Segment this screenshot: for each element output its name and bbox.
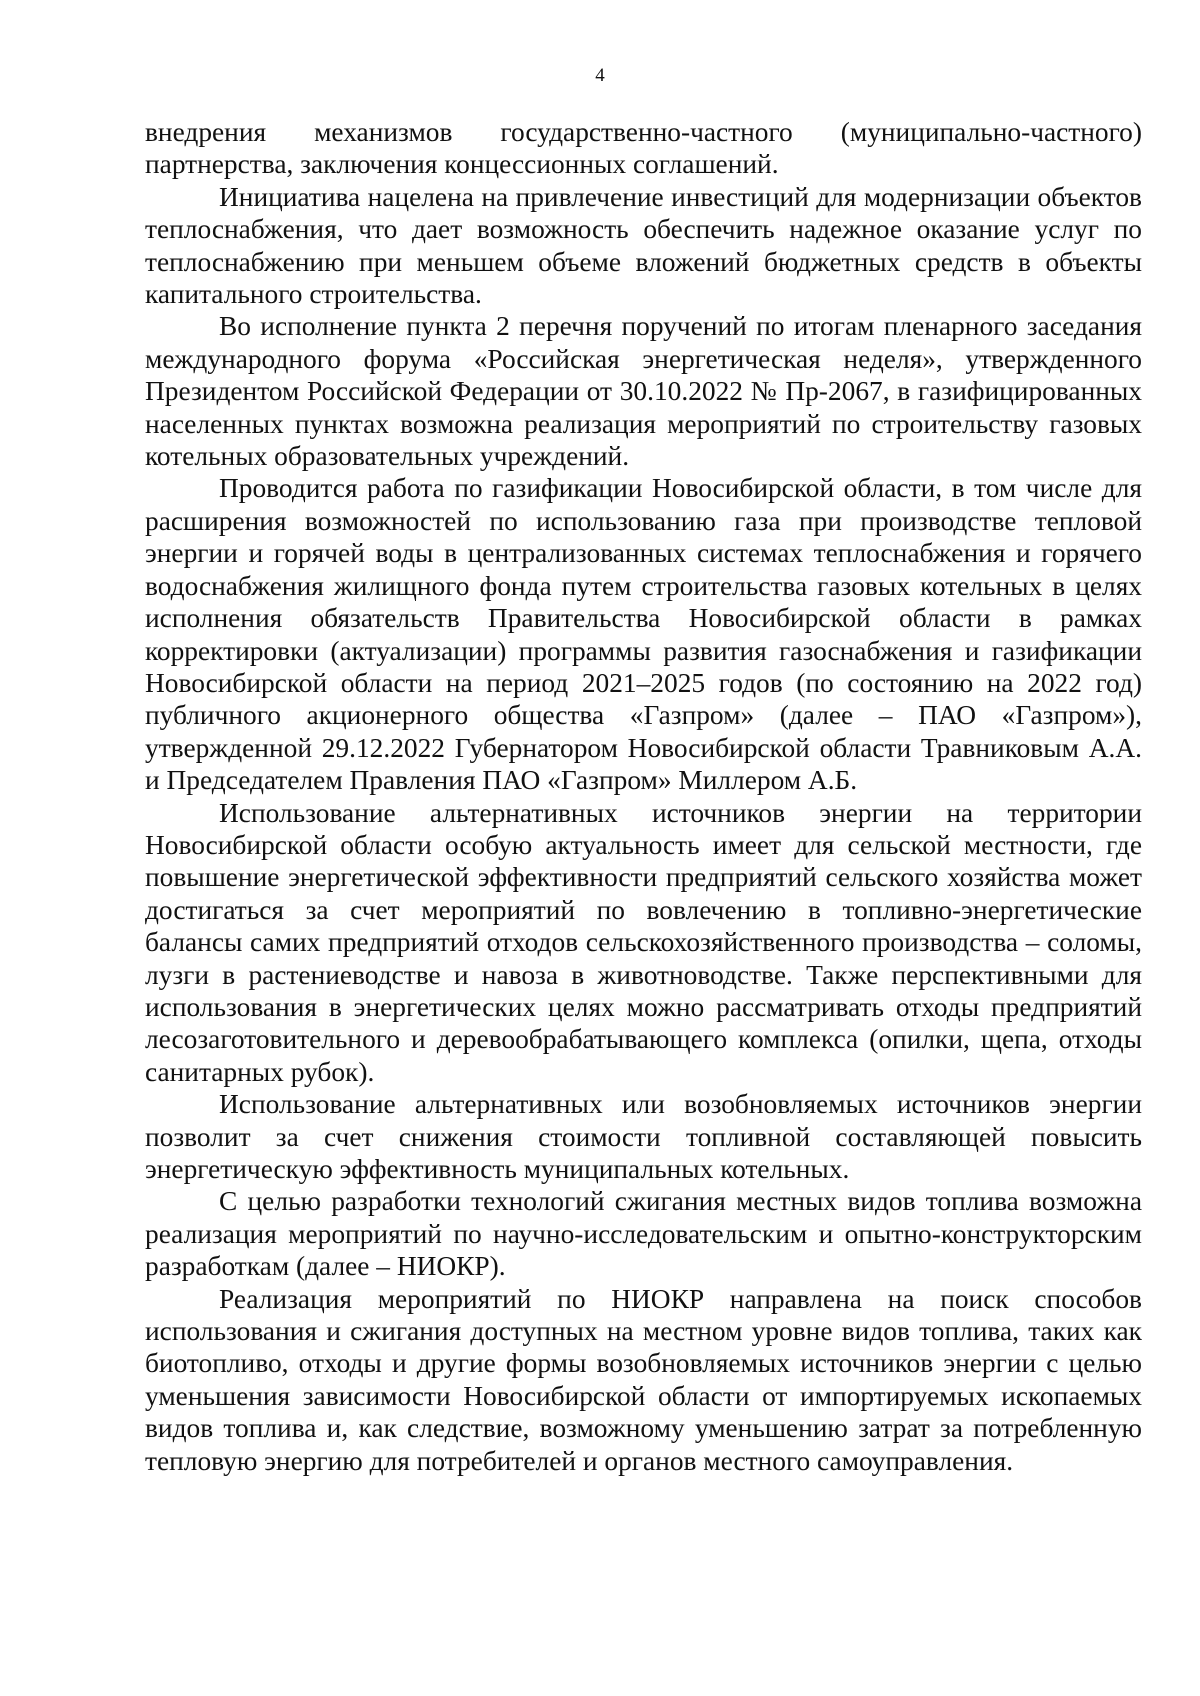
paragraph-alternative-sources-rural: Использование альтернативных источников энергии на территории Новосибирской области особую актуальность имеет для сельской местности, где повышение энергетической эффективности предприятий сельского хозяйства может достигаться за счет мероприятий по вовлечению в топливно-энергетические балансы самих предприятий отходов сельскохозяйственного производства – соломы, лузги в растениеводстве и навоза в животноводстве. Также перспективными для использования в энергетических целях можно рассматривать отходы предприятий лесозаготовительного и деревообрабатывающего комплекса (опилки, щепа, отходы санитарных рубок). bbox=[145, 797, 1142, 1087]
document-body bbox=[145, 116, 1142, 1477]
paragraph-ppp-continuation: внедрения механизмов государственно-частного (муниципально-частного) партнерства, заключения концессионных соглашений. bbox=[145, 117, 1142, 180]
paragraph-alternative-sources-efficiency: Использование альтернативных или возобновляемых источников энергии позволит за счет снижения стоимости топливной составляющей повысить энергетическую эффективность муниципальных котельных. bbox=[145, 1089, 1142, 1184]
paragraph-investment-initiative: Инициатива нацелена на привлечение инвестиций для модернизации объектов теплоснабжения, что дает возможность обеспечить надежное оказание услуг по теплоснабжению при меньшем объеме вложений бюджетных средств в объекты капитального строительства. bbox=[145, 181, 1142, 310]
page-number: 4 bbox=[595, 65, 605, 86]
paragraph-presidential-order: Во исполнение пункта 2 перечня поручений по итогам пленарного заседания международного форума «Российская энергетическая неделя», утвержденного Президентом Российской Федерации от 30.10.2022 № Пр-2067, в газифицированных населенных пунктах возможна реализация мероприятий по строительству газовых котельных образовательных учреждений. bbox=[145, 311, 1142, 472]
paragraph-local-fuel-technologies: С целью разработки технологий сжигания местных видов топлива возможна реализация мероприятий по научно-исследовательским и опытно-конструкторским разработкам (далее – НИОКР). bbox=[145, 1186, 1142, 1282]
paragraph-research-development: Реализация мероприятий по НИОКР направлена на поиск способов использования и сжигания доступных на местном уровне видов топлива, таких как биотопливо, отходы и другие формы возобновляемых источников энергии с целью уменьшения зависимости Новосибирской области от импортируемых ископаемых видов топлива и, как следствие, возможному уменьшению затрат за потребленную тепловую энергию для потребителей и органов местного самоуправления. bbox=[145, 1283, 1142, 1476]
paragraph-gasification: Проводится работа по газификации Новосибирской области, в том числе для расширения возможностей по использованию газа при производстве тепловой энергии и горячей воды в централизованных системах теплоснабжения и горячего водоснабжения жилищного фонда путем строительства газовых котельных в целях исполнения обязательств Правительства Новосибирской области в рамках корректировки (актуализации) программы развития газоснабжения и газификации Новосибирской области на период 2021–2025 годов (по состоянию на 2022 год) публичного акционерного общества «Газпром» (далее – ПАО «Газпром»), утвержденной 29.12.2022 Губернатором Новосибирской области Травниковым А.А. и Председателем Правления ПАО «Газпром» Миллером А.Б. bbox=[145, 473, 1142, 796]
